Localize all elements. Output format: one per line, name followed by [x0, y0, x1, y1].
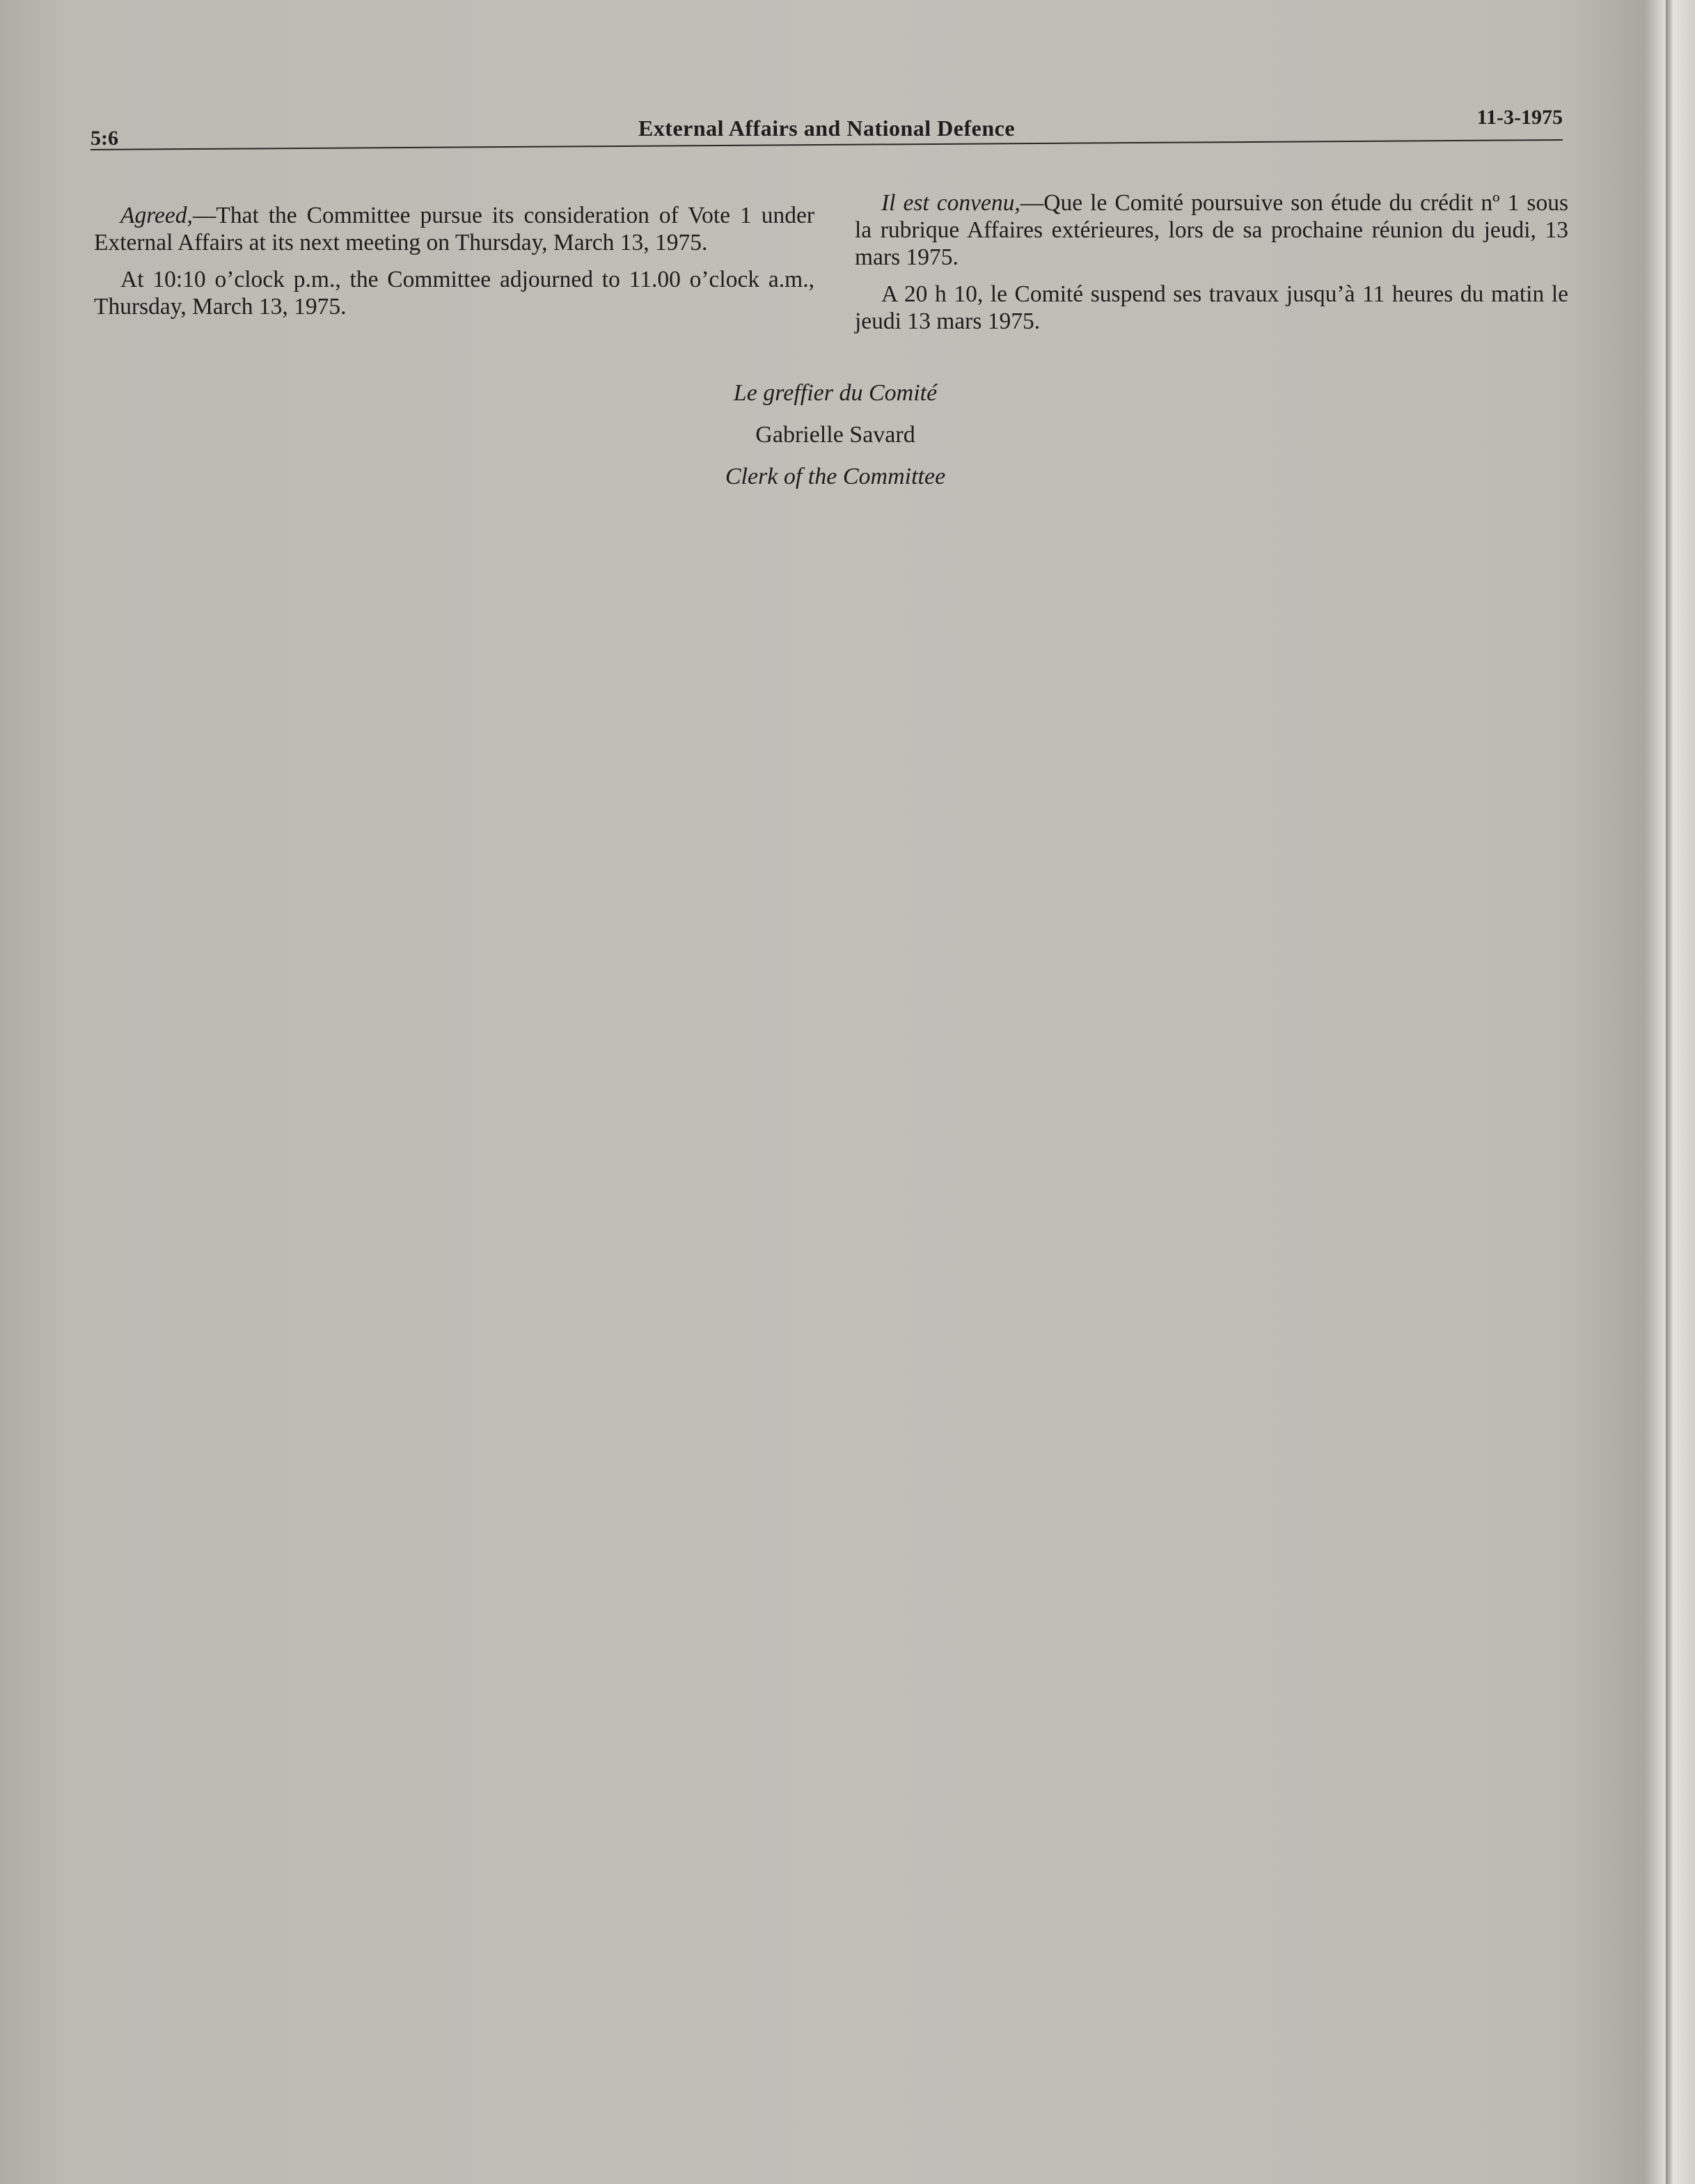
page-header [90, 104, 1563, 153]
english-paragraph-adjourned: At 10:10 o’clock p.m., the Committee adjourned to 11.00 o’clock a.m., Thursday, March 13, 1975. [94, 267, 814, 320]
english-column [94, 202, 814, 330]
page-spine-edge [1666, 0, 1673, 2184]
header-date: 11-3-1975 [1476, 106, 1563, 129]
show-through-texture [84, 487, 1580, 2123]
english-paragraph-agreed [94, 202, 814, 256]
clerk-title-french: Le greffier du Comité [733, 380, 938, 406]
english-agreed-text: —That the Committee pursue its consideration of Vote 1 under External Affairs at its next meeting on Thursday, March 13, 1975. [94, 203, 814, 256]
running-title: External Affairs and National Defence [638, 116, 1016, 141]
french-convenu-text: —Que le Comité poursuive son étude du crédit nº 1 sous la rubrique Affaires extérieures, lors de sa prochaine réunion du jeudi, 13 mars 1975. [855, 190, 1568, 270]
french-convenu-lead: Il est convenu, [881, 190, 1020, 216]
french-paragraph-convenu [855, 189, 1568, 271]
clerk-name: Gabrielle Savard [755, 422, 915, 448]
page-folio: 5:6 [90, 127, 118, 150]
english-agreed-lead: Agreed, [120, 203, 193, 228]
french-column [855, 189, 1568, 345]
french-paragraph-suspend: A 20 h 10, le Comité suspend ses travaux jusqu’à 11 heures du matin le jeudi 13 mars 1975. [855, 281, 1568, 334]
clerk-title-english: Clerk of the Committee [725, 464, 946, 489]
signature-block [557, 372, 1114, 498]
